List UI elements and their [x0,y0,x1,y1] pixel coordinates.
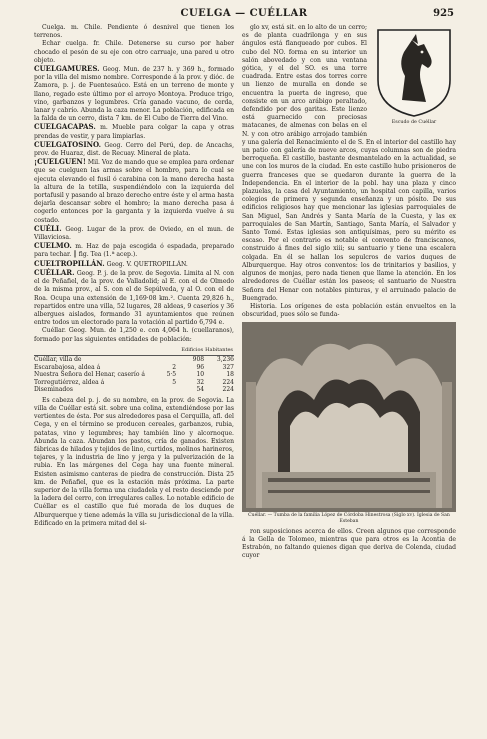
table-cell-dist: 2 [172,363,177,371]
table-cell-edificios: 96 [196,363,205,371]
table-row [34,371,234,379]
table-cell-dist [148,386,176,394]
table-cell-habitantes: 3,236 [216,356,234,364]
table-row [34,386,234,394]
entry-headword: ¡CUELGUEN! [34,157,86,167]
table-cell-edificios: 32 [196,378,205,386]
entry-headword: CUELTROPILLÁN. [34,258,105,268]
table-cell-dist: 5·5 [166,371,177,379]
entry-text: m. Haz de paja escogida ó espadada, preparado para techar. ║ fig. Tea (1.ª acep.). [34,243,234,259]
table-cell-name: Nuestra Señora del Henar, caserío á [34,371,145,379]
table-cell-habitantes: 224 [222,386,234,394]
left-column [34,24,234,528]
entry-text: ron suposiciones acerca de ellos. Creen algunos que corresponde á la Gella de Tolomeo, mientras que para otros es la Acontia de Estrabón, no faltando quienes digan que deriva de Colenda, ciudad cuyor [242,527,456,560]
entry-headword: CUELGATOSINO. [34,139,102,149]
table-cell-dist: 5 [172,378,177,386]
dictionary-entry [34,397,234,528]
table-cell-habitantes: 18 [226,371,234,379]
entry-headword: CUELGACAPAS. [34,122,96,132]
entry-headword: CUÉLI. [34,223,62,233]
dictionary-entry [34,141,234,158]
table-cell-name: Cuéllar, villa de [34,356,82,364]
table-cell-name: Torregutiérrez, aldea á [34,378,105,386]
entry-headword: CUELMO. [34,241,72,251]
coat-of-arms-icon [372,24,456,120]
table-row [34,364,234,372]
table-row [34,379,234,387]
table-cell-name: Diseminados [34,386,73,394]
dictionary-entry [34,269,234,327]
tomb-photo-figure [242,322,456,524]
table-cell-habitantes: 224 [222,378,234,386]
table-cell-dist [148,356,176,364]
table-cell-edificios: 10 [196,371,205,379]
table-header-edificios: Edificios [176,346,204,356]
dictionary-entry [34,40,234,65]
entry-text: Cuelga. m. Chile. Pendiente ó desnivel que tienen los terrenos. [34,24,234,40]
entry-text: Geog. P. j. de la prov. de Segovia. Limita al N. con el de Peñafiel, de la prov. de Valladolid; al E. con el de Olmedo de la misma prov., al S. con el de Sepúlveda, y al O. con el de Roa. Ocupa una extensión de 1,169·08 km.². Cuenta 29,826 h., repartidos entre una villa, 52 lugares, 28 aldeas, 9 caseríos y 36 albergues aislados, formando 31 ayuntamientos que reúnen entre todos un electorado para la votación al partido 6,794 e. [34,269,235,327]
dictionary-entry [34,24,234,40]
dictionary-entry [34,158,234,225]
table-cell-edificios: 54 [196,386,205,394]
entry-text: glo xv, está sit. en lo alto de un cerro; es de planta cuadrilonga y en sus ángulos está flanqueado por cubos. El cubo del NO. forma en su interior un salón abovedado y con una ventana gótica, y el del SO. es una torre cuadrada. Entre estas dos torres corre un lienzo de muralla en donde se encuentra la puerta de ingreso, que consiste en un arco arábigo peraltado, defendido por dos garitas. Este lienzo está guarnecido con preciosas matacanes, de almenas con belas en el N. y con otro arábigo arrojado también y una galería del Renacimiento el de S. En el interior del castillo hay un patio con galería de nueve arcos, cuyas columnas son de piedra berroqueña. El castillo, bastante desmantelado en la actualidad, se une con los muros de la ciudad. En este castillo hubo prisioneros de guerra franceses que se quedaron durante la guerra de la Independencia. En el interior de la pobl. hay una plaza y cinco plazuelas, la casa del Ayuntamiento, un hospital con capilla, varios colegios de primera y segunda enseñanza y un pósito. De sus edificios religiosos hay que mencionar las iglesias parroquiales de San Miguel, San Andrés y Santa María de la Cuesta, y las ex parroquiales de San Martín, Santiago, Santa María, el Salvador y Santo Tomé. Estas iglesias son antiquísimas, pero su mérito es escaso. Por el contrario es notable el convento de franciscanos, construido á fines del siglo xiii; su santuario y tiene una escalera colgada. En él se hallan los sepulcros de varios duques de Alburquerque. Hay otros conventos: los de trinitarios y basilios, y algunos de monjas, pero nada tienen que llame la atención. En los alrededores de Cuéllar están los paseos; el santuario de Nuestra Señora del Henar con notables pinturas, y el arruinado palacio de Buengrado. [242,24,456,302]
tomb-photo [242,322,456,512]
table-cell-name: Escarabajosa, aldea á [34,363,101,371]
right-column [242,24,456,560]
entry-text: Geog. Lugar de la prov. de Oviedo, en el mun. de Villaviciosa. [34,225,234,242]
dictionary-entry [34,123,234,140]
entry-text: Geog. Cerro del Perú, dep. de Ancachs, prov. de Huaraz, dist. de Recuay. Mineral de plata. [34,141,235,158]
dictionary-entry [242,528,456,561]
coat-of-arms-caption: Escudo de Cuéllar [391,120,437,125]
entry-text: Mil. Voz de mando que se emplea para ordenar que se cuelguen las armas sobre el hombro, para lo cual se ejecuta elevando el fusil ó carabina con la mano derecha hasta la altura de la tetilla, suspendiéndolo con la izquierda del portafusil y pasando al brazo derecho entre éste y el arma hasta dejarla descansar sobre el hombro; la mano derecha pasa á cogerlo entonces por la garganta y la izquierda vuelve á su costado. [34,159,235,224]
entry-text: Geog. V. QUETROPILLÁN. [106,260,188,268]
entry-headword: CUÉLLAR. [34,267,75,277]
dictionary-entry [34,225,234,242]
entry-text: Es cabeza del p. j. de su nombre, en la prov. de Segovia. La villa de Cuéllar está sit. sobre una colina, extendiéndose por las vertientes de ésta. Por sus alrededores pasa el Cerquilla, afl. del Cega, y en el término se producen cereales, garbanzos, rubia, patatas, vino y legumbres; hay también lino y alcornoque. Abunda la caza. Abundan los pastos, cría de ganados. Existen fábricas de hilados y tejidos de lino, curtidos, molinos harineros, tejares, y la industria de lino y jerga y la pulverización de la rubia. En las márgenes del Cega hay una fuente mineral. Existen asimismo canteras de piedra de construcción. Dista 25 km. de Peñafiel, que es la estación más próxima. La parte superior de la villa forma una ciudadela y el resto desciende por la ladera del cerro, con irregulares calles. Lo notable edificio de Cuéllar es el castillo que fué morada de los duques de Alburquerque y tiene además la villa su jurisdiccional de la villa. Edificado en la primera mitad del si- [34,396,234,527]
tomb-photo-caption: Cuéllar. — Tumba de la familia López de Córdoba Hinestrosa (Siglo xv). Iglesia de San Esteban [248,513,450,524]
entry-text: Historia. Los orígenes de esta población están envueltos en la obscuridad, pues sólo se funda- [242,302,456,319]
table-cell-edificios: 908 [192,356,205,364]
entry-headword: CUELGAMURES. [34,64,100,74]
dictionary-entry [34,327,234,343]
table-row [34,356,234,364]
entry-text: Echar cuelga. fr. Chile. Detenerse su curso por haber chocado el pesón de su eje con otro carruaje, una pared u otro objeto. [34,40,234,64]
running-title: CUELGA — CUÉLLAR [180,8,308,19]
entry-text: m. Mueble para colgar la capa y otras prendas de vestir, y para limpiarlas. [34,124,234,140]
dictionary-entry [242,303,456,319]
table-header-habitantes: Habitantes [204,346,234,356]
page-number: 925 [433,8,454,19]
page-header [34,8,454,22]
table-cell-habitantes: 327 [222,363,234,371]
population-table [34,346,234,394]
dictionary-entry [34,242,234,259]
dictionary-entry [34,65,234,123]
coat-of-arms-figure [372,24,456,128]
entry-text: Geog. Mun. de 237 h. y 369 h., formado por la villa del mismo nombre. Corresponde á la prov. y dióc. de Zamora, p. j. de Fuentesaúco. Está en un terreno de monte y llano, regado este último por el arroyo Montoya. Produce trigo, vino, garbanzos y legumbres. Cría ganado vacuno, de cerda, lanar y cabrío. Abunda la caza menor. La población, edificada en la falda de un cerro, dista 7 km. de El Cubo de Tierra del Vino. [34,66,234,123]
entry-text: Cuéllar. Geog. Mun. de 1,250 e. con 4,064 h. (cuellaranos), formado por las siguientes entidades de población: [34,327,234,343]
